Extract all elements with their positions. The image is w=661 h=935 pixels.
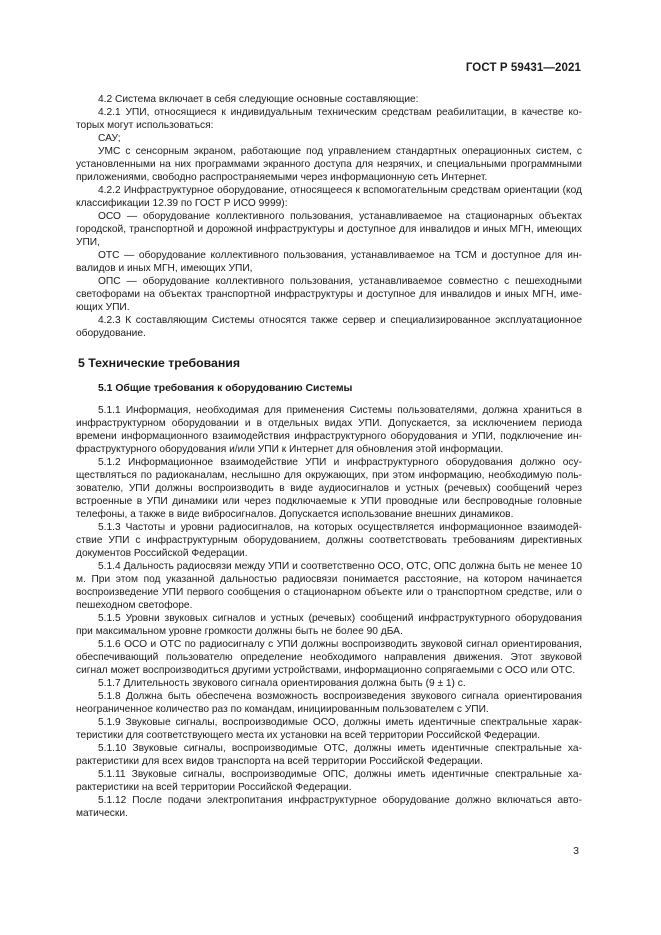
paragraph-5-1-9: 5.1.9 Звуковые сигналы, воспроизводимые ОСО, должны иметь идентичные спектральные характеристики для соответствующего места их установки на всей территории Российской Федерации. — [76, 717, 582, 741]
subsection-title: 5.1 Общие требования к оборудованию Системы — [98, 383, 353, 394]
paragraph-4-2-1: 4.2.1 УПИ, относящиеся к индивидуальным техническим средствам реабилитации, в качестве которых могут использоваться: — [76, 107, 582, 131]
paragraph-ums: УМС с сенсорным экраном, работающие под управлением стандартных операционных систем, с установленными на них программами экранного доступа для незрячих, и специальными программными приложениями, свободно распространяемыми через информационную сеть Интернет. — [76, 146, 582, 183]
paragraph-5-1-11: 5.1.11 Звуковые сигналы, воспроизводимые ОПС, должны иметь идентичные спектральные характеристики на всей территории Российской Федерации. — [76, 769, 582, 793]
paragraph-4-2-2: 4.2.2 Инфраструктурное оборудование, относящееся к вспомогательным средствам ориентации (код классификации 12.39 по ГОСТ Р ИСО 9999): — [76, 185, 582, 209]
page-number: 3 — [573, 845, 579, 857]
paragraph-ops: ОПС — оборудование коллективного пользования, устанавливаемое совместно с пешеходными светофорами на объектах транспортной инфраструктуры и доступное для инвалидов и иных МГН, имеющих УПИ. — [76, 276, 582, 313]
paragraph-4-2-3: 4.2.3 К составляющим Системы относятся также сервер и специализированное эксплуатационное оборудование. — [76, 315, 582, 339]
paragraph-5-1-8: 5.1.8 Должна быть обеспечена возможность воспроизведения звукового сигнала ориентирования неограниченное количество раз по командам, инициированным пользователем с УПИ. — [76, 691, 582, 715]
paragraph-sau: САУ; — [98, 133, 121, 144]
paragraph-5-1-5: 5.1.5 Уровни звуковых сигналов и устных (речевых) сообщений инфраструктурного оборудования при максимальном уровне громкости должны быть не более 90 дБА. — [76, 613, 582, 637]
paragraph-5-1-2: 5.1.2 Информационное взаимодействие УПИ и инфраструктурного оборудования должно осуществляться по радиоканалам, неслышно для окружающих, при этом информацию, необходимую пользователю, УПИ должны воспроизводить в виде аудиосигналов и устных (речевых) сообщений через встроенные в УПИ динамики или через подключаемые к УПИ проводные или беспроводные головные телефоны, а также в виде вибросигналов. Допускается использование внешних динамиков. — [76, 457, 582, 520]
paragraph-5-1-6: 5.1.6 ОСО и ОТС по радиосигналу с УПИ должны воспроизводить звуковой сигнал ориентирования, обеспечивающий пользователю определение необходимого направления движения. Этот звуковой сигнал может воспроизводиться другими устройствами, информационно сопрягаемыми с ОСО или ОТС. — [76, 639, 582, 676]
paragraph-5-1-1: 5.1.1 Информация, необходимая для применения Системы пользователями, должна храниться в инфраструктурном оборудовании и в отдельных видах УПИ. Допускается, за исключением периода времени информационного взаимодействия инфраструктурного оборудования и УПИ, подключение инфраструктурного оборудования и/или УПИ к Интернет для обновления этой информации. — [76, 405, 582, 455]
paragraph-5-1-10: 5.1.10 Звуковые сигналы, воспроизводимые ОТС, должны иметь идентичные спектральные характеристики для всех видов транспорта на всей территории Российской Федерации. — [76, 743, 582, 767]
paragraph-oso: ОСО — оборудование коллективного пользования, устанавливаемое на стационарных объектах городской, транспортной и дорожной инфраструктуры и доступное для инвалидов и иных МГН, имеющих УПИ, — [76, 211, 582, 248]
paragraph-5-1-7: 5.1.7 Длительность звукового сигнала ориентирования должна быть (9 ± 1) с. — [98, 678, 466, 689]
paragraph-5-1-3: 5.1.3 Частоты и уровни радиосигналов, на которых осуществляется информационное взаимодействие УПИ с инфраструктурным оборудованием, должны соответствовать требованиям директивных документов Российской Федерации. — [76, 522, 582, 559]
paragraph-5-1-4: 5.1.4 Дальность радиосвязи между УПИ и соответственно ОСО, ОТС, ОПС должна быть не менее 10 м. При этом под указанной дальностью радиосвязи понимается расстояние, на котором начинается воспроизведение УПИ первого сообщения о стационарном объекте или о транспортном средстве, или о пешеходном светофоре. — [76, 561, 582, 611]
paragraph-5-1-12: 5.1.12 После подачи электропитания инфраструктурное оборудование должно включаться автоматически. — [76, 795, 582, 819]
document-id-header: ГОСТ Р 59431—2021 — [465, 62, 581, 74]
page-content — [76, 93, 582, 820]
paragraph-ots: ОТС — оборудование коллективного пользования, устанавливаемое на ТСМ и доступное для инвалидов и иных МГН, имеющих УПИ, — [76, 250, 582, 274]
paragraph-4-2: 4.2 Система включает в себя следующие основные составляющие: — [98, 94, 419, 105]
section-title: 5 Технические требования — [78, 356, 240, 370]
